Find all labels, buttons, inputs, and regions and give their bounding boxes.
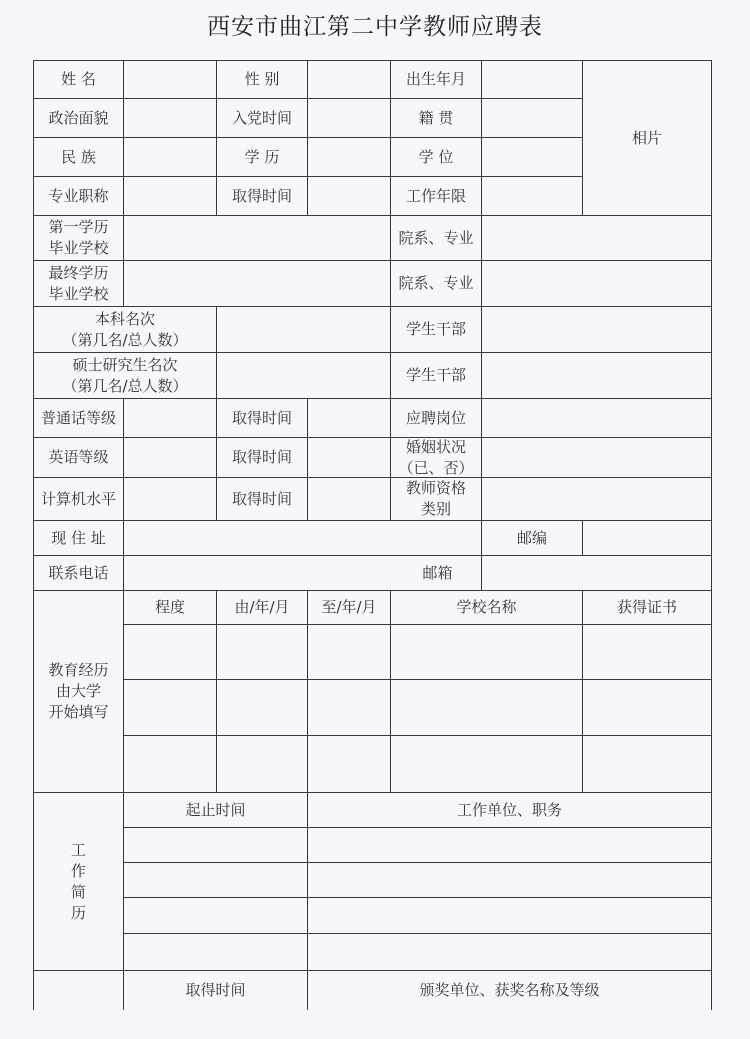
label-bachelor-rank: 本科名次 （第几名/总人数） (62, 309, 188, 349)
label-english: 英语等级 (48, 448, 109, 466)
input-address[interactable] (124, 521, 481, 555)
input-bachelor-cadre[interactable] (482, 307, 711, 352)
input-master-rank[interactable] (217, 353, 390, 398)
label-edu-history: 教育经历 由大学 开始填写 (48, 661, 109, 721)
input-english[interactable] (124, 438, 216, 477)
label-final-school: 最终学历 毕业学校 (48, 263, 109, 303)
input-position[interactable] (482, 399, 711, 437)
input-computer-time[interactable] (308, 478, 390, 520)
grid-line (123, 624, 712, 625)
input-ethnicity[interactable] (124, 138, 216, 176)
label-phone: 联系电话 (48, 563, 109, 582)
label-position: 应聘岗位 (405, 408, 466, 427)
header-edu-to: 至/年/月 (321, 598, 377, 616)
input-mandarin[interactable] (124, 399, 216, 437)
label-birth: 出生年月 (405, 70, 466, 88)
input-bachelor-rank[interactable] (217, 307, 390, 352)
input-title-obtain-time[interactable] (308, 177, 390, 215)
input-cert-type[interactable] (482, 478, 711, 520)
label-email: 邮箱 (422, 563, 453, 582)
grid-line (123, 679, 712, 680)
label-computer-time: 取得时间 (231, 489, 292, 508)
grid-line (123, 862, 712, 863)
label-title: 专业职称 (48, 186, 109, 205)
label-degree: 学 位 (418, 147, 454, 166)
label-first-dept: 院系、专业 (398, 228, 474, 247)
photo-box[interactable]: 相片 (631, 128, 662, 147)
label-master-rank: 硕士研究生名次 （第几名/总人数） (62, 355, 188, 395)
header-edu-cert: 获得证书 (616, 598, 677, 616)
label-first-school: 第一学历 毕业学校 (48, 218, 109, 257)
input-postcode[interactable] (583, 521, 711, 555)
page-title: 西安市曲江第二中学教师应聘表 (207, 14, 543, 40)
header-work-period: 起止时间 (185, 800, 246, 819)
header-award-detail: 颁奖单位、获奖名称及等级 (419, 981, 600, 999)
label-english-time: 取得时间 (231, 448, 292, 466)
header-edu-level: 程度 (154, 598, 185, 616)
label-origin: 籍 贯 (418, 108, 454, 127)
input-first-school[interactable] (124, 216, 390, 260)
label-mandarin: 普通话等级 (40, 408, 116, 427)
label-address: 现 住 址 (51, 528, 106, 547)
input-mandarin-time[interactable] (308, 399, 390, 437)
grid-line (123, 735, 712, 736)
label-marriage: 婚姻状况 （已、否） (398, 437, 474, 477)
input-computer[interactable] (124, 478, 216, 520)
input-first-dept[interactable] (482, 216, 711, 260)
input-title[interactable] (124, 177, 216, 215)
input-party-date[interactable] (308, 99, 390, 137)
label-party-date: 入党时间 (231, 108, 292, 127)
input-name[interactable] (124, 61, 216, 98)
grid-line (123, 827, 712, 828)
label-name: 姓 名 (61, 70, 96, 88)
label-education: 学 历 (244, 147, 280, 166)
label-final-dept: 院系、专业 (398, 274, 474, 292)
header-award-time: 取得时间 (185, 981, 246, 999)
label-cert-type: 教师资格 类别 (405, 479, 466, 518)
input-origin[interactable] (482, 99, 582, 137)
input-work-years[interactable] (482, 177, 582, 215)
input-marriage[interactable] (482, 438, 711, 477)
label-politics: 政治面貌 (48, 108, 109, 127)
input-degree[interactable] (482, 138, 582, 176)
label-title-obtain-time: 取得时间 (231, 186, 292, 205)
label-work-years: 工作年限 (405, 186, 466, 205)
grid-line (711, 60, 712, 1010)
header-edu-school: 学校名称 (456, 598, 517, 616)
grid-line (123, 933, 712, 934)
label-postcode: 邮编 (516, 528, 547, 547)
label-mandarin-time: 取得时间 (231, 408, 292, 427)
label-ethnicity: 民 族 (61, 147, 96, 166)
header-edu-from: 由/年/月 (234, 598, 290, 616)
input-english-time[interactable] (308, 438, 390, 477)
header-work-unit: 工作单位、职务 (456, 800, 562, 819)
label-bachelor-cadre: 学生干部 (405, 320, 466, 338)
input-final-school[interactable] (124, 261, 390, 306)
input-phone[interactable] (124, 556, 394, 590)
input-education[interactable] (308, 138, 390, 176)
input-gender[interactable] (308, 61, 390, 98)
grid-line (123, 897, 712, 898)
label-computer: 计算机水平 (40, 489, 116, 508)
input-final-dept[interactable] (482, 261, 711, 306)
label-work-history: 工 作 简 历 (70, 840, 86, 922)
label-gender: 性 别 (244, 70, 280, 88)
input-master-cadre[interactable] (482, 353, 711, 398)
label-master-cadre: 学生干部 (405, 366, 466, 384)
input-email[interactable] (482, 556, 711, 590)
input-birth[interactable] (482, 61, 582, 98)
input-politics[interactable] (124, 99, 216, 137)
